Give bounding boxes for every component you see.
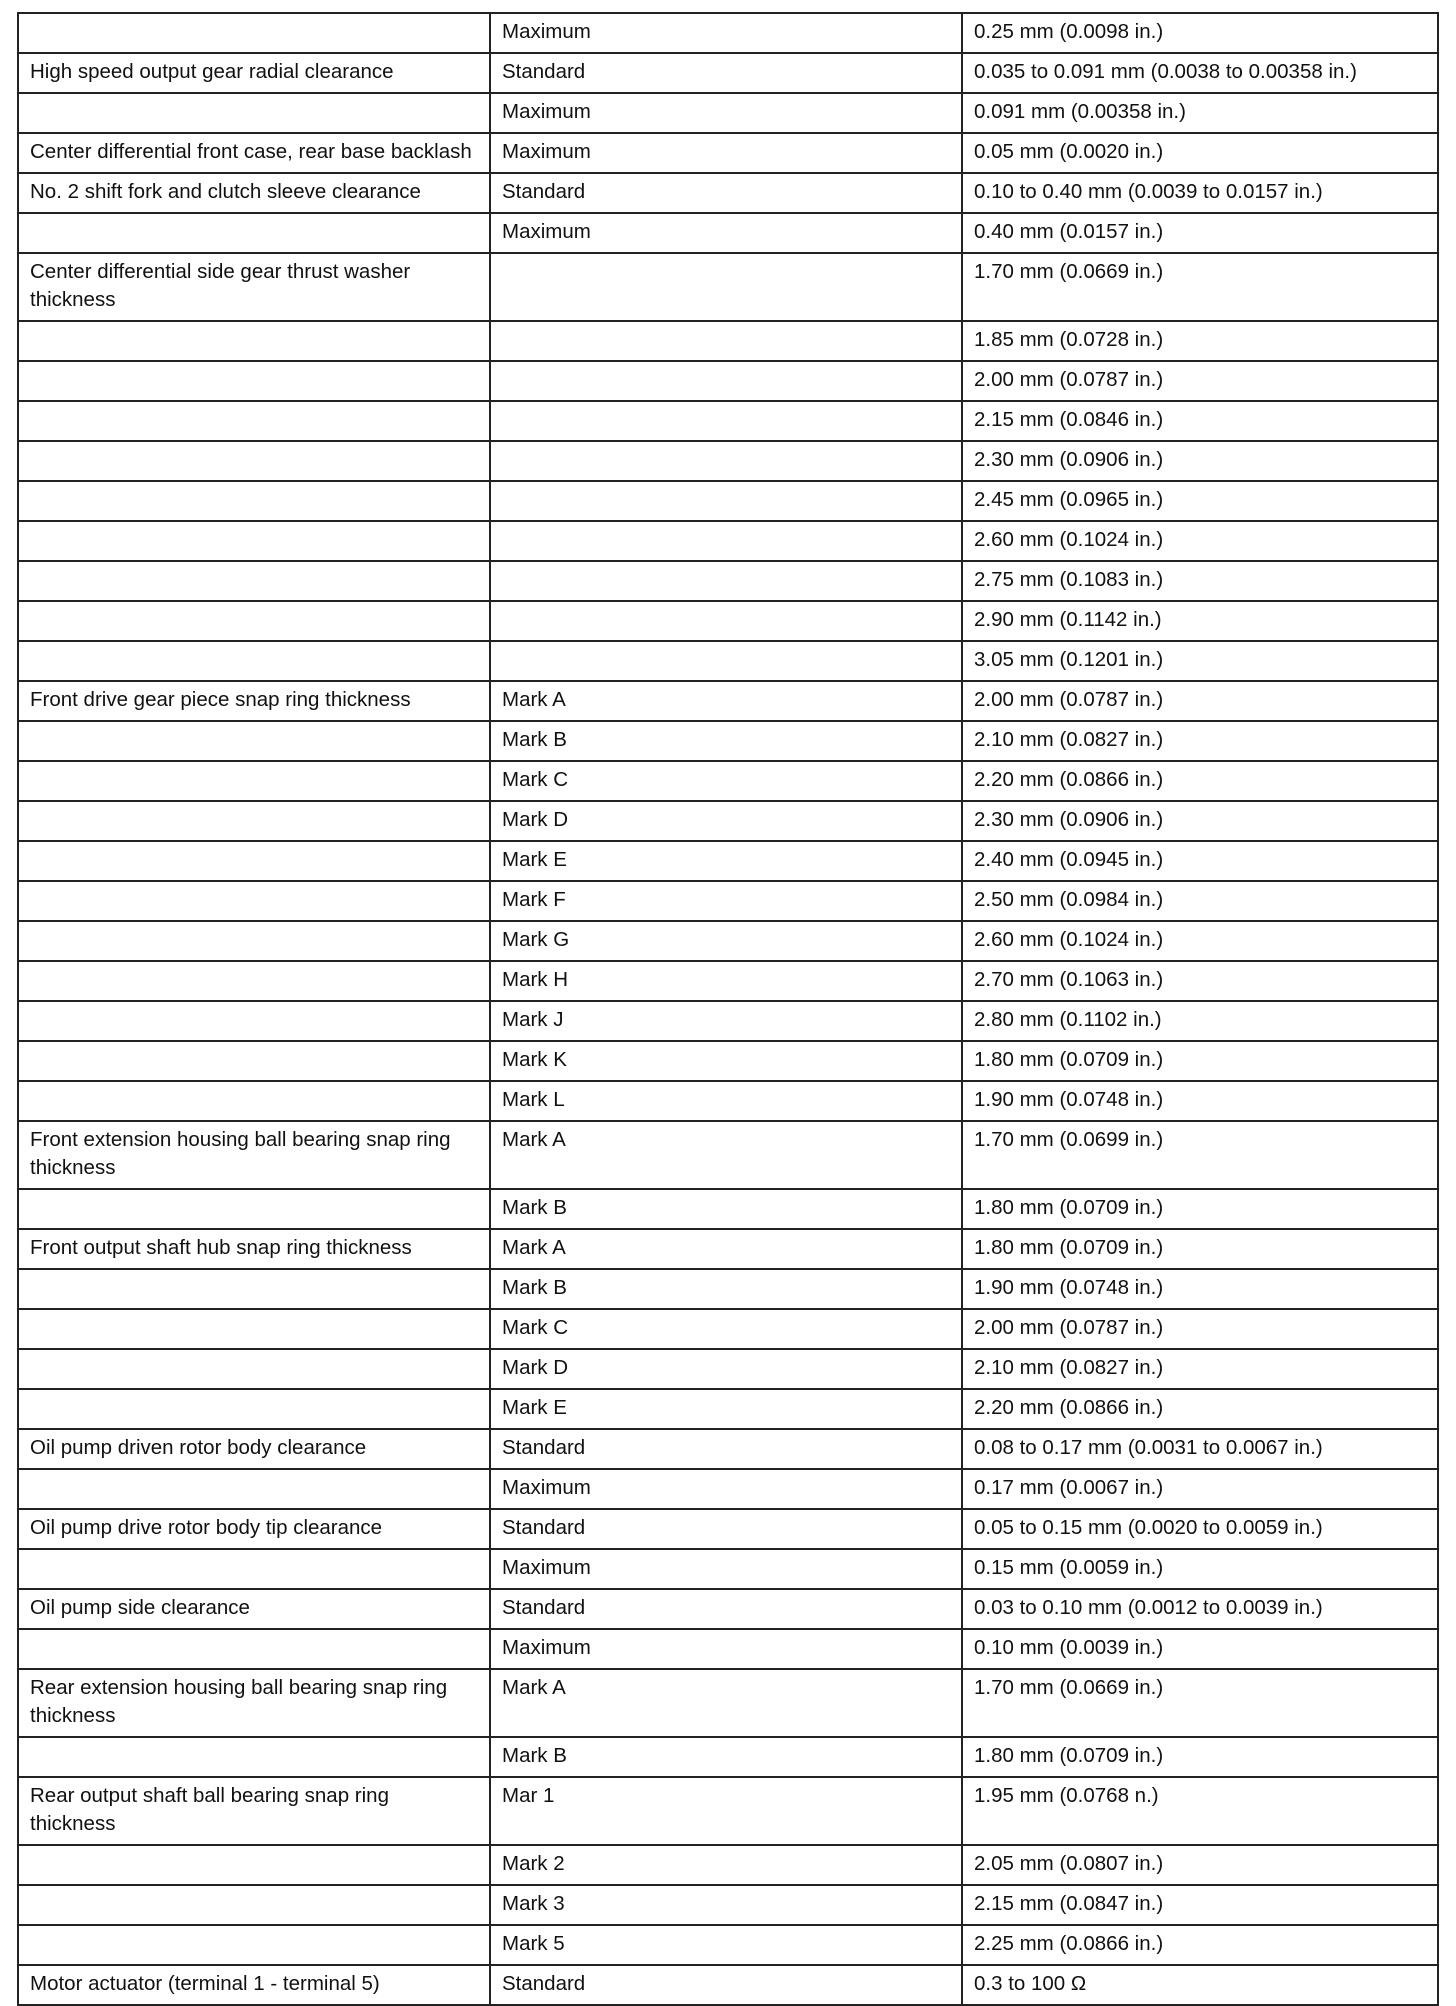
- condition-cell: Standard: [490, 1429, 962, 1469]
- item-cell: [18, 1001, 490, 1041]
- spec-value-cell: 1.95 mm (0.0768 n.): [962, 1777, 1438, 1845]
- table-row: [18, 1669, 1438, 1737]
- table-row: [18, 561, 1438, 601]
- condition-cell: Mark D: [490, 801, 962, 841]
- table-row: [18, 1121, 1438, 1189]
- specification-table-body: [18, 13, 1438, 2005]
- spec-value-cell: 0.3 to 100 Ω: [962, 1965, 1438, 2005]
- condition-cell: [490, 401, 962, 441]
- table-row: [18, 173, 1438, 213]
- table-row: [18, 1509, 1438, 1549]
- item-cell: [18, 1925, 490, 1965]
- condition-cell: Mark H: [490, 961, 962, 1001]
- item-cell: [18, 1469, 490, 1509]
- item-cell: [18, 441, 490, 481]
- item-cell: [18, 641, 490, 681]
- condition-cell: Maximum: [490, 133, 962, 173]
- condition-cell: Standard: [490, 53, 962, 93]
- item-cell: [18, 1269, 490, 1309]
- item-cell: [18, 921, 490, 961]
- item-cell: [18, 841, 490, 881]
- item-cell: [18, 1309, 490, 1349]
- table-row: [18, 1269, 1438, 1309]
- condition-cell: Mark A: [490, 1121, 962, 1189]
- item-cell: [18, 801, 490, 841]
- condition-cell: Mark B: [490, 721, 962, 761]
- spec-value-cell: 0.091 mm (0.00358 in.): [962, 93, 1438, 133]
- item-cell: [18, 1629, 490, 1669]
- item-cell: [18, 1549, 490, 1589]
- table-row: [18, 53, 1438, 93]
- condition-cell: [490, 481, 962, 521]
- table-row: [18, 721, 1438, 761]
- condition-cell: Mark C: [490, 761, 962, 801]
- condition-cell: Standard: [490, 1589, 962, 1629]
- spec-value-cell: 0.08 to 0.17 mm (0.0031 to 0.0067 in.): [962, 1429, 1438, 1469]
- item-cell: [18, 721, 490, 761]
- condition-cell: Mark G: [490, 921, 962, 961]
- item-cell: Front drive gear piece snap ring thickness: [18, 681, 490, 721]
- spec-value-cell: 2.80 mm (0.1102 in.): [962, 1001, 1438, 1041]
- table-row: [18, 93, 1438, 133]
- item-cell: Oil pump side clearance: [18, 1589, 490, 1629]
- table-row: [18, 1429, 1438, 1469]
- table-row: [18, 481, 1438, 521]
- spec-value-cell: 2.15 mm (0.0847 in.): [962, 1885, 1438, 1925]
- spec-value-cell: 2.00 mm (0.0787 in.): [962, 1309, 1438, 1349]
- spec-value-cell: 1.70 mm (0.0699 in.): [962, 1121, 1438, 1189]
- table-row: [18, 1081, 1438, 1121]
- condition-cell: [490, 521, 962, 561]
- spec-value-cell: 1.90 mm (0.0748 in.): [962, 1081, 1438, 1121]
- spec-value-cell: 1.80 mm (0.0709 in.): [962, 1737, 1438, 1777]
- condition-cell: Maximum: [490, 93, 962, 133]
- spec-value-cell: 2.75 mm (0.1083 in.): [962, 561, 1438, 601]
- spec-value-cell: 2.30 mm (0.0906 in.): [962, 801, 1438, 841]
- condition-cell: Maximum: [490, 1629, 962, 1669]
- table-row: [18, 521, 1438, 561]
- table-row: [18, 441, 1438, 481]
- condition-cell: Mark F: [490, 881, 962, 921]
- item-cell: Oil pump driven rotor body clearance: [18, 1429, 490, 1469]
- table-row: [18, 1845, 1438, 1885]
- condition-cell: Mark 3: [490, 1885, 962, 1925]
- condition-cell: [490, 641, 962, 681]
- condition-cell: Mark E: [490, 1389, 962, 1429]
- condition-cell: [490, 361, 962, 401]
- item-cell: [18, 1885, 490, 1925]
- item-cell: Front extension housing ball bearing snap ring thickness: [18, 1121, 490, 1189]
- condition-cell: [490, 321, 962, 361]
- spec-value-cell: 0.05 mm (0.0020 in.): [962, 133, 1438, 173]
- spec-value-cell: 2.30 mm (0.0906 in.): [962, 441, 1438, 481]
- spec-value-cell: 2.60 mm (0.1024 in.): [962, 521, 1438, 561]
- item-cell: [18, 601, 490, 641]
- spec-value-cell: 2.60 mm (0.1024 in.): [962, 921, 1438, 961]
- table-row: [18, 1189, 1438, 1229]
- spec-value-cell: 2.00 mm (0.0787 in.): [962, 361, 1438, 401]
- table-row: [18, 1389, 1438, 1429]
- spec-value-cell: 2.50 mm (0.0984 in.): [962, 881, 1438, 921]
- condition-cell: Mark A: [490, 681, 962, 721]
- item-cell: [18, 321, 490, 361]
- item-cell: Rear extension housing ball bearing snap ring thickness: [18, 1669, 490, 1737]
- table-row: [18, 1629, 1438, 1669]
- item-cell: [18, 561, 490, 601]
- item-cell: [18, 1189, 490, 1229]
- condition-cell: Mark E: [490, 841, 962, 881]
- table-row: [18, 961, 1438, 1001]
- item-cell: [18, 1041, 490, 1081]
- table-row: [18, 1885, 1438, 1925]
- table-row: [18, 841, 1438, 881]
- condition-cell: Mar 1: [490, 1777, 962, 1845]
- condition-cell: Mark B: [490, 1269, 962, 1309]
- condition-cell: Mark K: [490, 1041, 962, 1081]
- spec-value-cell: 2.10 mm (0.0827 in.): [962, 1349, 1438, 1389]
- table-row: [18, 1001, 1438, 1041]
- condition-cell: [490, 601, 962, 641]
- item-cell: Rear output shaft ball bearing snap ring thickness: [18, 1777, 490, 1845]
- table-row: [18, 641, 1438, 681]
- condition-cell: Mark J: [490, 1001, 962, 1041]
- table-row: [18, 1349, 1438, 1389]
- item-cell: [18, 1081, 490, 1121]
- spec-value-cell: 2.10 mm (0.0827 in.): [962, 721, 1438, 761]
- spec-value-cell: 2.05 mm (0.0807 in.): [962, 1845, 1438, 1885]
- spec-value-cell: 1.70 mm (0.0669 in.): [962, 253, 1438, 321]
- item-cell: [18, 481, 490, 521]
- table-row: [18, 601, 1438, 641]
- table-row: [18, 921, 1438, 961]
- condition-cell: [490, 561, 962, 601]
- condition-cell: Maximum: [490, 1469, 962, 1509]
- spec-value-cell: 1.80 mm (0.0709 in.): [962, 1229, 1438, 1269]
- table-row: [18, 1229, 1438, 1269]
- spec-value-cell: 2.90 mm (0.1142 in.): [962, 601, 1438, 641]
- table-row: [18, 1777, 1438, 1845]
- table-row: [18, 881, 1438, 921]
- condition-cell: Standard: [490, 1509, 962, 1549]
- table-row: [18, 1925, 1438, 1965]
- spec-value-cell: 3.05 mm (0.1201 in.): [962, 641, 1438, 681]
- table-row: [18, 321, 1438, 361]
- item-cell: Front output shaft hub snap ring thickness: [18, 1229, 490, 1269]
- spec-value-cell: 1.90 mm (0.0748 in.): [962, 1269, 1438, 1309]
- item-cell: [18, 881, 490, 921]
- table-row: [18, 1549, 1438, 1589]
- spec-value-cell: 0.17 mm (0.0067 in.): [962, 1469, 1438, 1509]
- table-row: [18, 253, 1438, 321]
- condition-cell: Mark B: [490, 1737, 962, 1777]
- table-row: [18, 401, 1438, 441]
- condition-cell: Maximum: [490, 13, 962, 53]
- spec-value-cell: 2.20 mm (0.0866 in.): [962, 1389, 1438, 1429]
- item-cell: [18, 961, 490, 1001]
- condition-cell: Standard: [490, 1965, 962, 2005]
- table-row: [18, 1469, 1438, 1509]
- item-cell: [18, 521, 490, 561]
- table-row: [18, 213, 1438, 253]
- spec-value-cell: 2.70 mm (0.1063 in.): [962, 961, 1438, 1001]
- specification-table: [17, 12, 1439, 2006]
- condition-cell: Maximum: [490, 1549, 962, 1589]
- table-row: [18, 1737, 1438, 1777]
- item-cell: [18, 1349, 490, 1389]
- spec-value-cell: 2.45 mm (0.0965 in.): [962, 481, 1438, 521]
- condition-cell: Mark C: [490, 1309, 962, 1349]
- condition-cell: Mark A: [490, 1669, 962, 1737]
- item-cell: Oil pump drive rotor body tip clearance: [18, 1509, 490, 1549]
- condition-cell: [490, 441, 962, 481]
- table-row: [18, 1041, 1438, 1081]
- condition-cell: Mark A: [490, 1229, 962, 1269]
- item-cell: [18, 361, 490, 401]
- spec-value-cell: 2.20 mm (0.0866 in.): [962, 761, 1438, 801]
- spec-value-cell: 1.80 mm (0.0709 in.): [962, 1041, 1438, 1081]
- spec-value-cell: 1.80 mm (0.0709 in.): [962, 1189, 1438, 1229]
- table-row: [18, 681, 1438, 721]
- table-row: [18, 361, 1438, 401]
- table-row: [18, 133, 1438, 173]
- item-cell: Motor actuator (terminal 1 - terminal 5): [18, 1965, 490, 2005]
- spec-value-cell: 0.03 to 0.10 mm (0.0012 to 0.0039 in.): [962, 1589, 1438, 1629]
- table-row: [18, 801, 1438, 841]
- item-cell: [18, 93, 490, 133]
- spec-value-cell: 2.15 mm (0.0846 in.): [962, 401, 1438, 441]
- item-cell: High speed output gear radial clearance: [18, 53, 490, 93]
- condition-cell: Mark D: [490, 1349, 962, 1389]
- table-row: [18, 1589, 1438, 1629]
- table-row: [18, 1309, 1438, 1349]
- spec-value-cell: 0.15 mm (0.0059 in.): [962, 1549, 1438, 1589]
- table-row: [18, 761, 1438, 801]
- spec-value-cell: 2.25 mm (0.0866 in.): [962, 1925, 1438, 1965]
- item-cell: [18, 401, 490, 441]
- table-row: [18, 13, 1438, 53]
- spec-value-cell: 0.40 mm (0.0157 in.): [962, 213, 1438, 253]
- item-cell: [18, 761, 490, 801]
- condition-cell: Mark 2: [490, 1845, 962, 1885]
- condition-cell: Mark 5: [490, 1925, 962, 1965]
- spec-value-cell: 0.10 mm (0.0039 in.): [962, 1629, 1438, 1669]
- spec-value-cell: 0.10 to 0.40 mm (0.0039 to 0.0157 in.): [962, 173, 1438, 213]
- item-cell: [18, 1845, 490, 1885]
- item-cell: [18, 13, 490, 53]
- spec-value-cell: 0.05 to 0.15 mm (0.0020 to 0.0059 in.): [962, 1509, 1438, 1549]
- item-cell: [18, 1737, 490, 1777]
- table-row: [18, 1965, 1438, 2005]
- condition-cell: Standard: [490, 173, 962, 213]
- item-cell: No. 2 shift fork and clutch sleeve clearance: [18, 173, 490, 213]
- spec-value-cell: 2.00 mm (0.0787 in.): [962, 681, 1438, 721]
- spec-value-cell: 0.25 mm (0.0098 in.): [962, 13, 1438, 53]
- spec-value-cell: 0.035 to 0.091 mm (0.0038 to 0.00358 in.): [962, 53, 1438, 93]
- item-cell: [18, 1389, 490, 1429]
- item-cell: Center differential front case, rear base backlash: [18, 133, 490, 173]
- condition-cell: Mark B: [490, 1189, 962, 1229]
- item-cell: Center differential side gear thrust washer thickness: [18, 253, 490, 321]
- spec-value-cell: 1.70 mm (0.0669 in.): [962, 1669, 1438, 1737]
- condition-cell: Mark L: [490, 1081, 962, 1121]
- condition-cell: [490, 253, 962, 321]
- condition-cell: Maximum: [490, 213, 962, 253]
- item-cell: [18, 213, 490, 253]
- spec-value-cell: 1.85 mm (0.0728 in.): [962, 321, 1438, 361]
- spec-value-cell: 2.40 mm (0.0945 in.): [962, 841, 1438, 881]
